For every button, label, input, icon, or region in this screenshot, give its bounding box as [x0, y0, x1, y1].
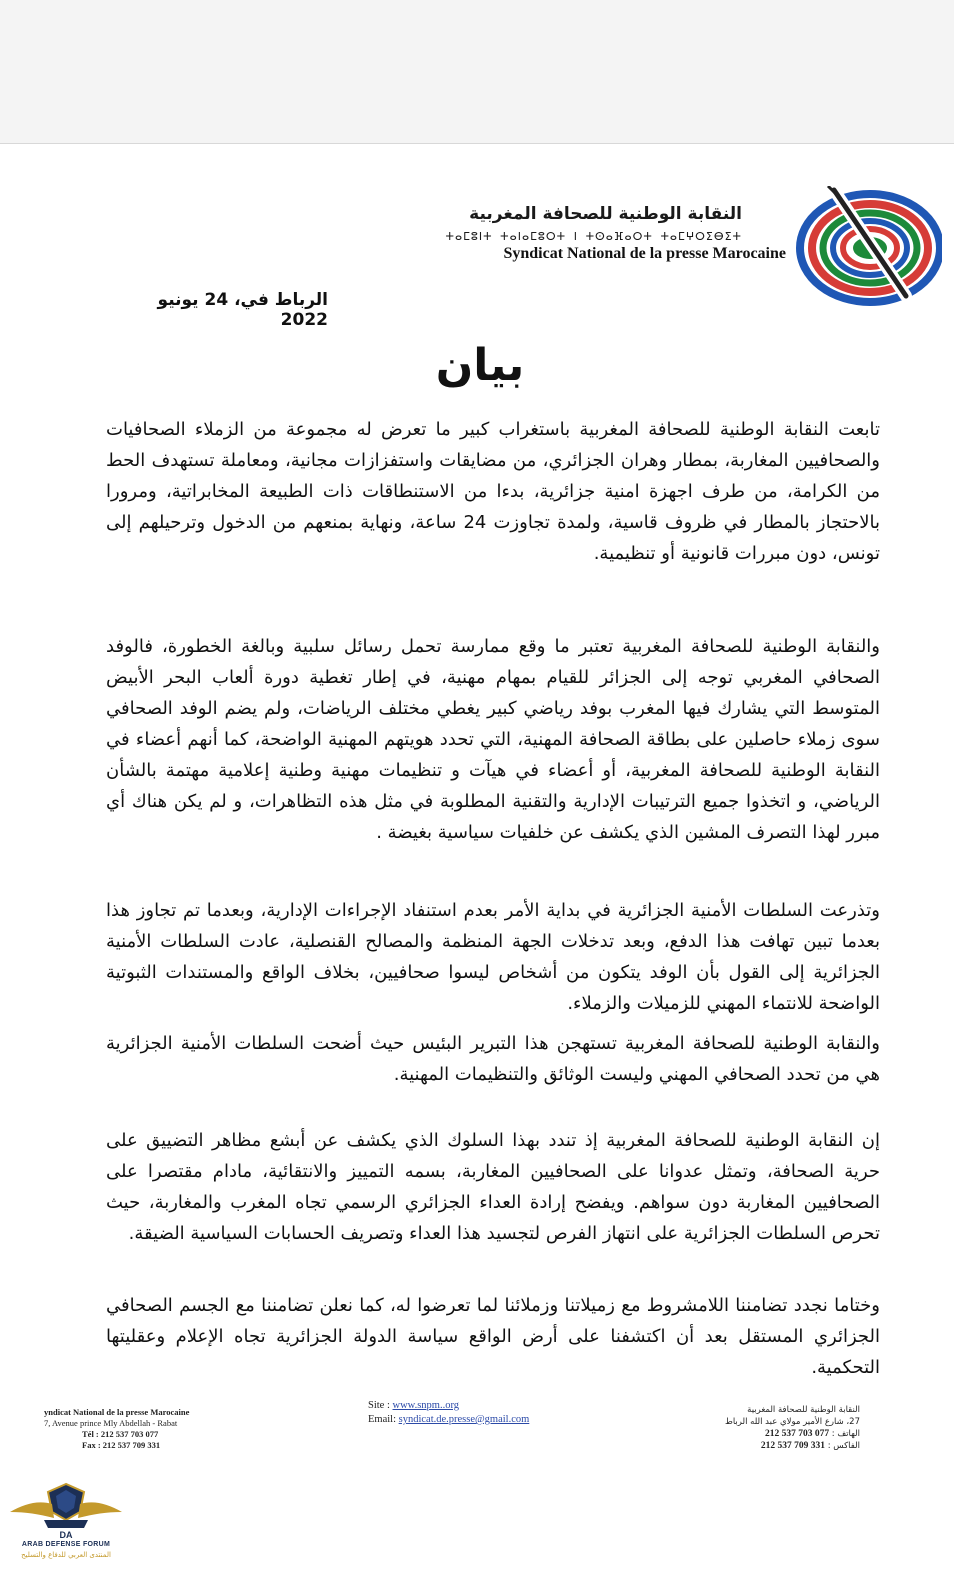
forum-name-ar: المنتدى العربي للدفاع والتسليح — [21, 1551, 111, 1559]
org-name-french: Syndicat National de la presse Marocaine — [503, 245, 786, 262]
footer-phone-label-ar: الهاتف : — [831, 1429, 860, 1439]
paragraph-6: وختاما نجدد تضامننا اللامشروط مع زميلاتنا وزملائنا لما تعرضوا له، كما نعلن تضامننا مع الجسم الصحافي الجزائري المستقل بعد أن اكتشفنا على أرض الواقع سياسة الدولة الجزائرية تجاه الإعلام وعقليتها التحكمية. — [106, 1295, 880, 1378]
footer-address-fr: 7, Avenue prince Mly Abdellah - Rabat — [44, 1418, 178, 1428]
statement-title: بيان — [435, 340, 525, 391]
footer-fax-label-ar: الفاكس : — [827, 1441, 860, 1451]
site-link[interactable]: www.snpm..org — [392, 1400, 460, 1411]
footer-phone-ar: 212 537 703 077 — [764, 1429, 830, 1439]
paragraph-5: إن النقابة الوطنية للصحافة المغربية إذ تندد بهذا السلوك الذي يكشف عن أبشع مظاهر التضييق على حرية الصحافة، وتمثل عدوانا على الصحافيين المغاربة، بسمه التمييز والانتقائية، مادام مقتصرا على الصحافيين المغاربة دون سواهم. ويفضح إرادة العداء الجزائري الرسمي تجاه المغرب والمغاربة، حيث تحرص السلطات الجزائرية على انتهاز الفرص لتجسيد هذا العداء وتصريف الحسابات السياسية الضيقة. — [106, 1130, 880, 1244]
footer-contact-french — [44, 1407, 234, 1451]
forum-eagle-icon — [8, 1478, 124, 1542]
date-line: الرباط في، 24 يونيو 2022 — [157, 290, 328, 330]
footer-tel-fr: Tél : 212 537 703 077 — [82, 1429, 159, 1439]
top-blank-band — [0, 0, 954, 143]
paragraph-1: تابعت النقابة الوطنية للصحافة المغربية باستغراب كبير ما تعرض له مجموعة من الزملاء الصحافيات والصحافيين المغاربة، بمطار وهران الجزائري، من مضايقات واستفزازات مجانية، ومعاملة تستهدف الحط من الكرامة، من طرف اجهزة امنية جزائرية، بدءا من الاستنطاقات ذات الطبيعة المخابراتية، ومرورا بالاحتجاز بالمطار في ظروف قاسية، ولمدة تجاوزت 24 ساعة، ونهاية بمنعهم من الدخول وترحيلهم إلى تونس، دون مبررات قانونية أو تنظيمية. — [106, 419, 880, 564]
footer-org-name-fr: yndicat National de la presse Marocaine — [44, 1407, 190, 1417]
syndicate-logo-icon — [794, 186, 942, 306]
footer-web-contact — [368, 1399, 598, 1427]
forum-watermark — [8, 1478, 124, 1564]
footer-org-name-ar: النقابة الوطنية للصحافة المغربية — [747, 1405, 860, 1415]
site-label: Site : — [368, 1400, 390, 1411]
forum-name-en: ARAB DEFENSE FORUM — [21, 1541, 111, 1548]
footer-fax-ar: 212 537 709 331 — [760, 1441, 825, 1451]
org-name-arabic: النقابة الوطنية للصحافة المغربية — [469, 204, 742, 224]
footer-contact-arabic — [690, 1404, 860, 1452]
letterhead-footer — [0, 1399, 954, 1469]
paragraph-2: والنقابة الوطنية للصحافة المغربية تعتبر ما وقع ممارسة تحمل رسائل سلبية وبالغة الخطورة، فالوفد الصحافي المغربي توجه إلى الجزائر للقيام بمهام مهنية، في إطار تغطية دورة ألعاب البحر الأبيض المتوسط التي يشارك فيها المغرب بوفد رياضي كبير يغطي مختلف الرياضات، ولم يضم الوفد الصحافي سوى زملاء حاصلين على بطاقة الصحافة المهنية، التي تحدد هويتهم المهنية الواضحة، كما أنهم أعضاء في النقابة الوطنية للصحافة المغربية، أو أعضاء في هيآت و تنظيمات مهنية وطنية إعلامية مهتمة بالشأن الرياضي، و اتخذوا جميع الترتيبات الإدارية والتقنية المطلوبة في مثل هذه التظاهرات، و لم يكن هناك أي مبرر لهذا التصرف المشين الذي يكشف عن خلفيات سياسية بغيضة . — [106, 636, 880, 843]
forum-badge-text: DA — [59, 1530, 73, 1540]
paragraph-3: وتذرعت السلطات الأمنية الجزائرية في بداية الأمر بعدم استنفاد الإجراءات الإدارية، وبعدما تم تجاوز هذا بعدما تبين تهافت هذا الدفع، وبعد تدخلات الجهة المنظمة والمصالح القنصلية، عادت السلطات الأمنية الجزائرية إلى القول بأن الوفد يتكون من أشخاص ليسوا صحافيين، بخلاف الواقع والمستندات الثبوتية الواضحة للانتماء المهني للزميلات والزملاء. — [106, 900, 880, 1014]
paragraph-4: والنقابة الوطنية للصحافة المغربية تستهجن هذا التبرير البئيس حيث أضحت السلطات الأمنية الجزائرية هي من تحدد الصحافي المهني وليست الوثائق والتنظيمات المهنية. — [106, 1033, 880, 1085]
footer-address-ar: 27، شارع الأمير مولاي عبد الله الرباط — [724, 1417, 860, 1427]
email-link[interactable]: syndicat.de.presse@gmail.com — [398, 1414, 530, 1425]
document-page — [0, 143, 954, 1570]
footer-fax-fr: Fax : 212 537 709 331 — [82, 1440, 161, 1450]
email-label: Email: — [368, 1414, 396, 1425]
org-name-tifinagh: ⵜⴰⵎⵓⵏⵜ ⵜⴰⵏⴰⵎⵓⵔⵜ ⵏ ⵜⵙⴰⴼⴰⵔⵜ ⵜⴰⵎⵖⵔⵉⴱⵉⵜ — [445, 230, 742, 243]
